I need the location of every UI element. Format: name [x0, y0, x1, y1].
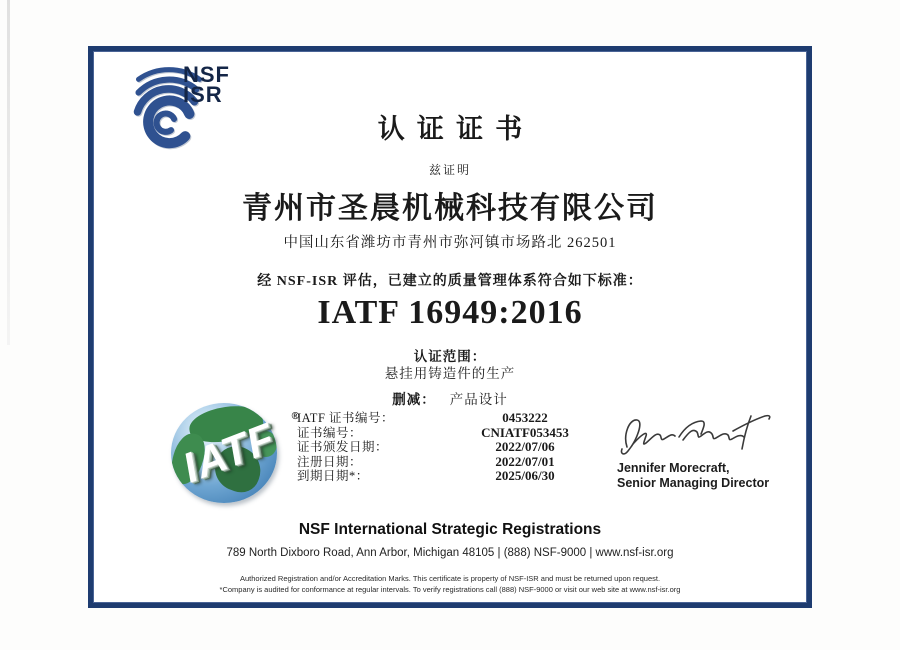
company-name: 青州市圣晨机械科技有限公司 — [242, 192, 658, 225]
detail-value: 2022/07/06 — [495, 439, 555, 454]
signatory-title: Senior Managing Director — [617, 476, 770, 490]
exclusion-label: 删减： — [392, 392, 436, 407]
detail-label: 证书颁发日期： — [297, 440, 389, 454]
nsf-logo-line2: ISR — [183, 82, 223, 107]
nsf-isr-logo-text — [183, 62, 230, 107]
detail-value: 0453222 — [502, 410, 548, 425]
signature-block — [611, 407, 801, 491]
scan-artifact-line — [7, 0, 10, 345]
standard-name: IATF 16949:2016 — [317, 294, 583, 331]
fine-print-line1: Authorized Registration and/or Accreditation Marks. This certificate is property of NSF-ISR and must be returned upon request. — [239, 574, 661, 583]
company-address: 中国山东省潍坊市青州市弥河镇市场路北 262501 — [283, 235, 617, 251]
footer-organization: NSF International Strategic Registrations — [298, 521, 602, 538]
detail-row — [297, 411, 627, 426]
signatory-name: Jennifer Morecraft, — [617, 461, 730, 475]
detail-label: 到期日期*： — [297, 469, 369, 483]
footer-fine-print — [93, 573, 807, 595]
scope-value: 悬挂用铸造件的生产 — [384, 366, 516, 381]
certificate-title: 认证证书 — [377, 114, 535, 144]
detail-row — [297, 455, 627, 470]
detail-value: 2022/07/01 — [495, 453, 555, 469]
detail-row — [297, 469, 627, 484]
scope-label: 认证范围： — [413, 349, 487, 364]
certify-line: 兹证明 — [428, 163, 471, 177]
detail-row — [297, 440, 627, 455]
detail-value: 2025/06/30 — [495, 468, 555, 483]
certificate-frame — [88, 46, 812, 608]
iatf-globe-logo — [159, 401, 299, 511]
handwritten-signature-icon — [611, 407, 791, 459]
detail-label: IATF 证书编号： — [297, 411, 395, 425]
exclusion-value: 产品设计 — [449, 392, 508, 407]
detail-label: 证书编号： — [297, 425, 363, 440]
footer-contact-line: 789 North Dixboro Road, Ann Arbor, Michigan 48105 | (888) NSF-9000 | www.nsf-isr.org — [226, 547, 674, 559]
registered-trademark-icon: ® — [291, 411, 299, 422]
certificate-details — [297, 411, 627, 484]
detail-label: 注册日期： — [297, 454, 363, 469]
detail-value: CNIATF053453 — [481, 424, 569, 440]
assessment-statement: 经 NSF-ISR 评估，已建立的质量管理体系符合如下标准： — [257, 274, 643, 289]
nsf-logo-line1: NSF — [183, 62, 230, 87]
fine-print-line2: *Company is audited for conformance at regular intervals. To verify registrations call (888) NSF-9000 or visit our web site at www.nsf-isr.org — [219, 585, 681, 594]
iatf-logo-text: IATF — [176, 413, 282, 492]
detail-row — [297, 426, 627, 441]
